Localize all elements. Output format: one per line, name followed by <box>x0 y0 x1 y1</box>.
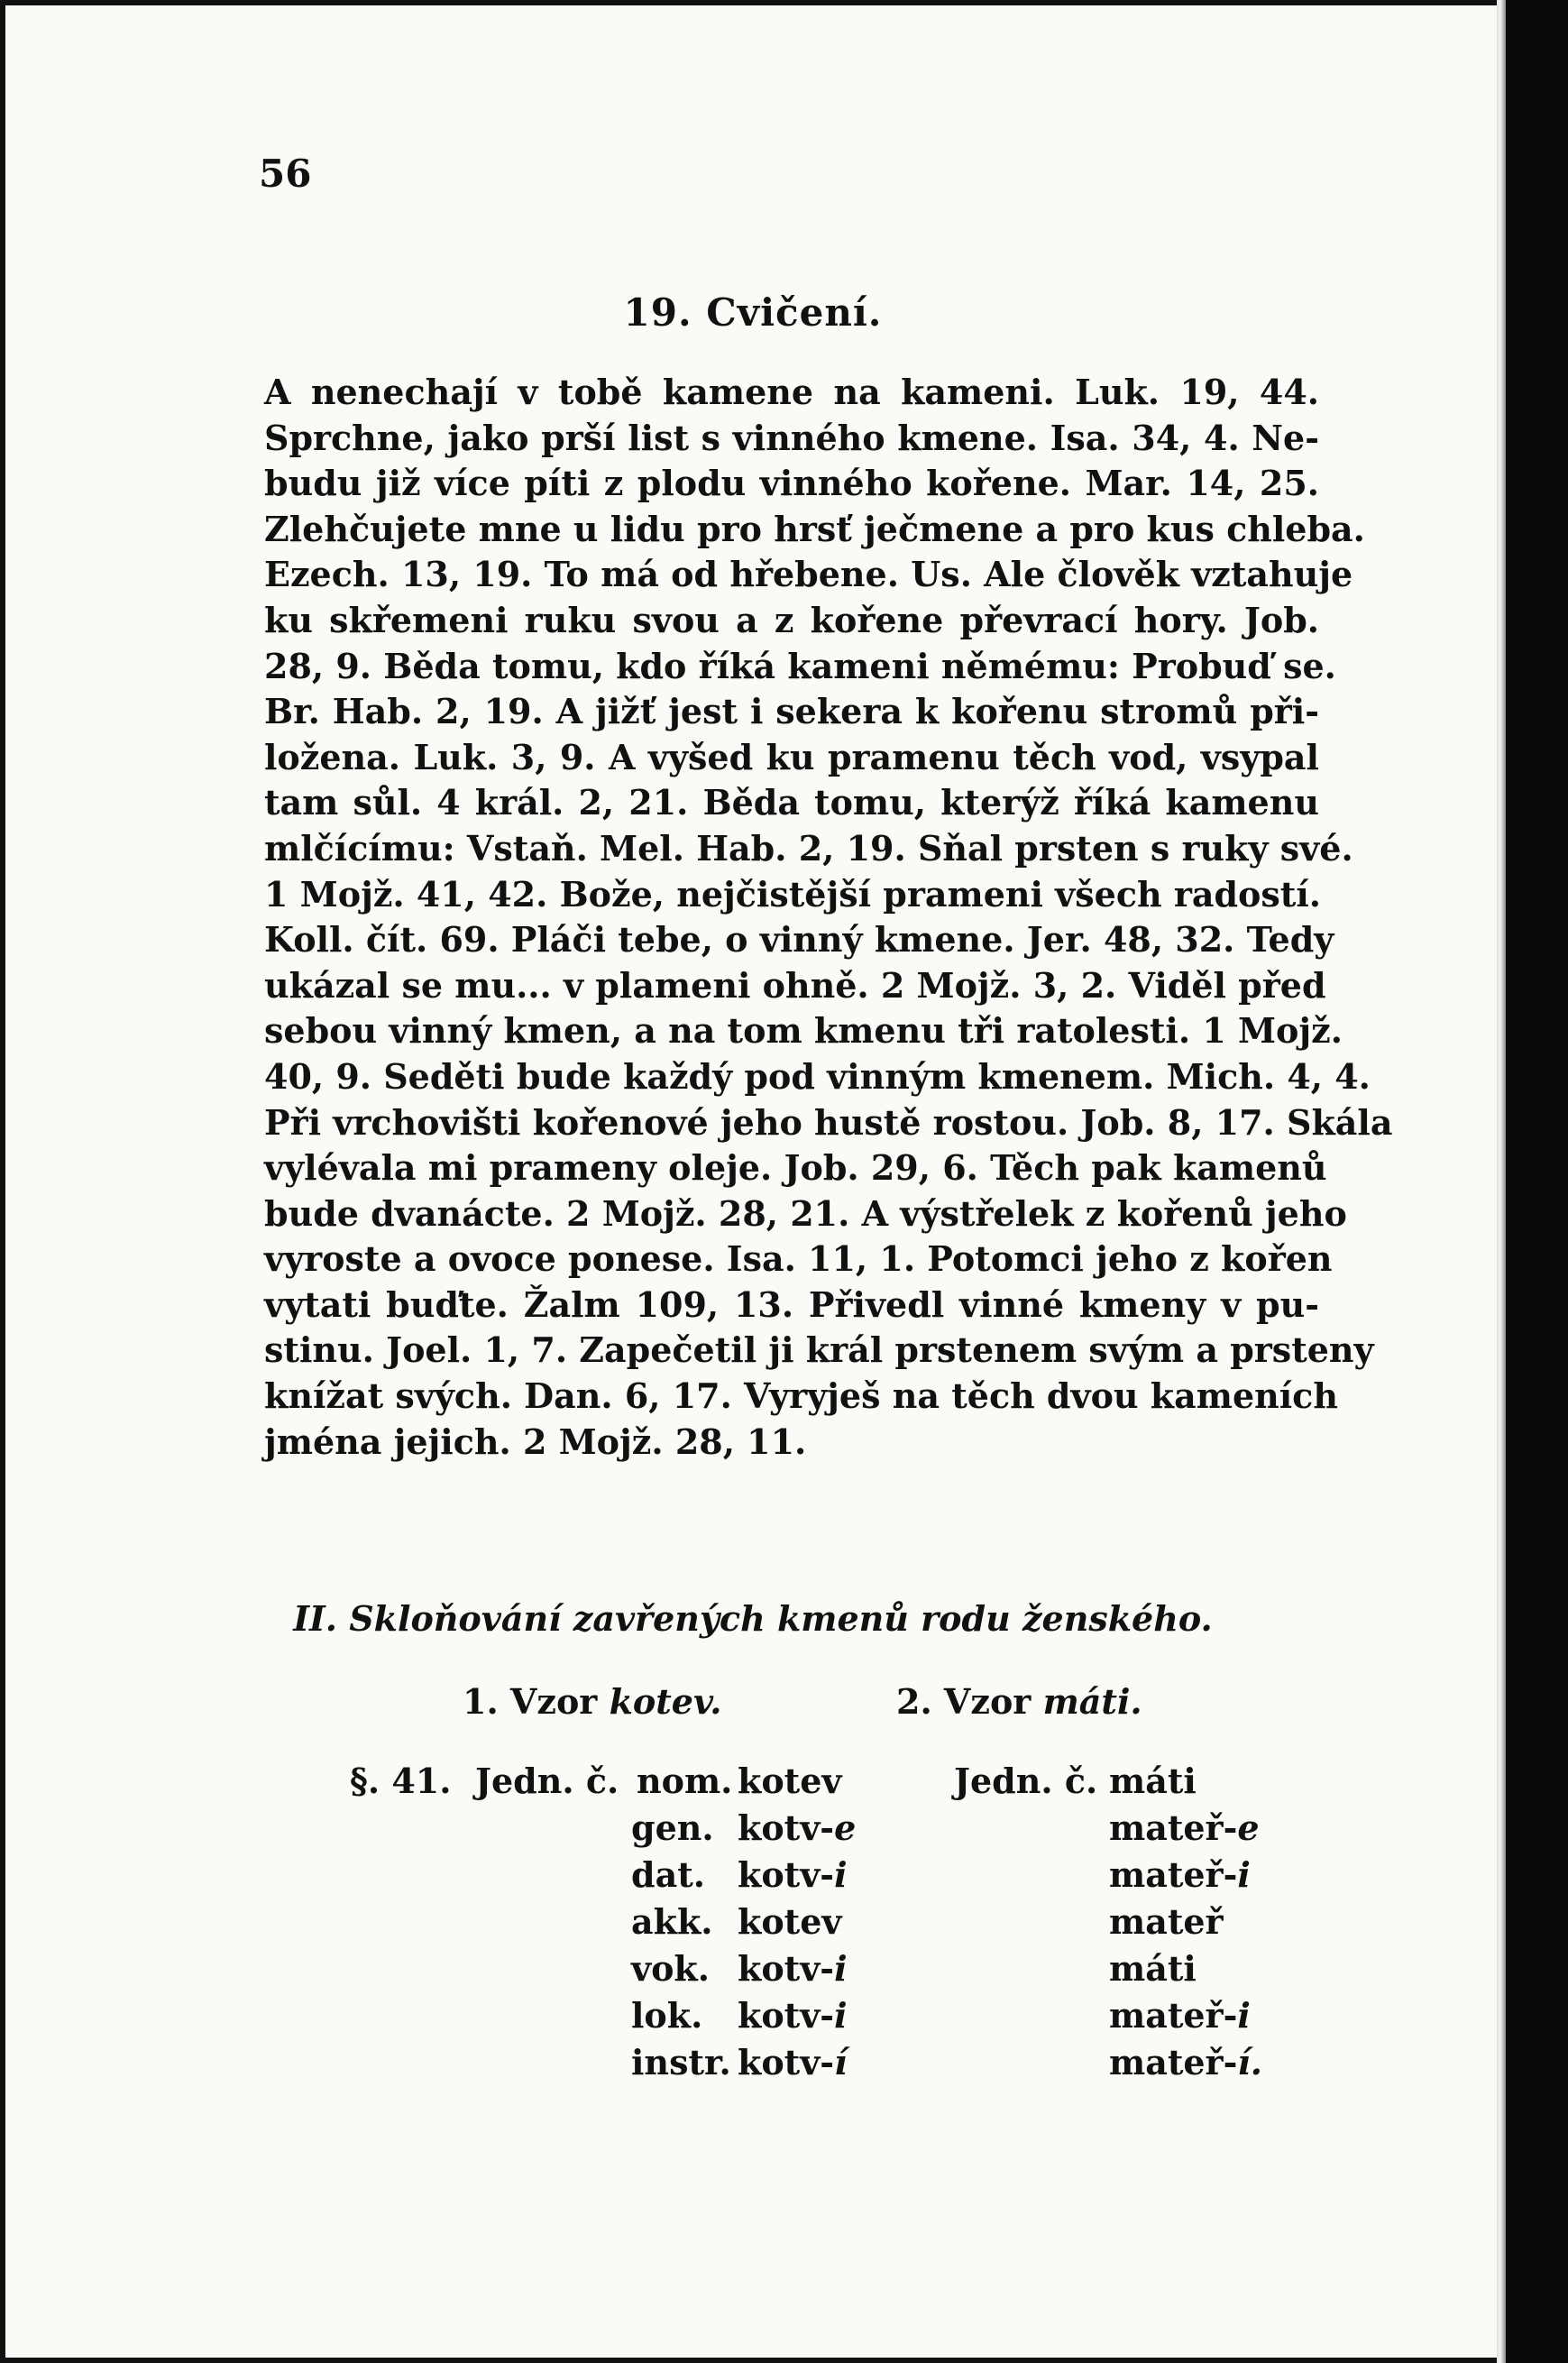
mati-form: mateř-í. <box>1109 2042 1263 2083</box>
mati-form: mateř-i <box>1109 1854 1251 1895</box>
kotev-form: kotv-e <box>738 1807 857 1848</box>
text-line: sebou vinný kmen, a na tom kmenu tři ratolesti. 1 Mojž. <box>264 1010 1343 1052</box>
text-line: vylévala mi prameny oleje. Job. 29, 6. Těch pak kamenů <box>264 1147 1327 1189</box>
case-label: lok. <box>631 1995 703 2036</box>
page-number: 56 <box>259 152 312 196</box>
text-line: 28, 9. Běda tomu, kdo říká kameni němému: Probuď se. <box>264 645 1336 686</box>
text-line: ku skřemeni ruku svou a z kořene převrací hory. Job. <box>264 599 1319 640</box>
mati-form: máti <box>1109 1761 1197 1801</box>
text-line: Zlehčujete mne u lidu pro hrsť ječmene a pro kus chleba. <box>264 508 1365 549</box>
kotev-form: kotv-i <box>738 1854 848 1895</box>
kotev-form: kotv-i <box>738 1948 848 1989</box>
pattern-kotev <box>463 1681 721 1722</box>
kotev-form: kotv-i <box>738 1995 848 2036</box>
text-line: vytati buďte. Žalm 109, 13. Přivedl vinné kmeny v pu- <box>264 1283 1319 1325</box>
mati-form: mateř <box>1109 1901 1224 1942</box>
case-label: akk. <box>631 1901 713 1942</box>
text-line: Koll. čít. 69. Pláči tebe, o vinný kmene. Jer. 48, 32. Tedy <box>264 919 1334 961</box>
case-label: nom. <box>637 1761 733 1801</box>
text-line: ložena. Luk. 3, 9. A vyšed ku pramenu těch vod, vsypal <box>264 736 1319 777</box>
kotev-form: kotev <box>738 1761 842 1801</box>
text-line: Sprchne, jako prší list s vinného kmene. Isa. 34, 4. Ne- <box>264 417 1319 458</box>
text-line: 40, 9. Seděti bude každý pod vinným kmenem. Mich. 4, 4. <box>264 1055 1371 1097</box>
number-label-kotev: Jedn. č. <box>475 1761 619 1801</box>
exercise-heading: 19. Cvičení. <box>623 290 883 335</box>
text-line: knížat svých. Dan. 6, 17. Vyryješ na těch dvou kameních <box>264 1375 1338 1417</box>
text-line: bude dvanácte. 2 Mojž. 28, 21. A výstřelek z kořenů jeho <box>264 1192 1347 1234</box>
mati-form: mateř-i <box>1109 1995 1251 2036</box>
text-line: stinu. Joel. 1, 7. Zapečetil ji král prstenem svým a prsteny <box>264 1329 1374 1371</box>
mati-form: mateř-e <box>1109 1807 1260 1848</box>
text-line: 1 Mojž. 41, 42. Bože, nejčistější prameni všech radostí. <box>264 873 1321 915</box>
binding-edge <box>1497 0 1506 2363</box>
pattern-kotev-word: kotev. <box>609 1681 722 1722</box>
number-label-mati: Jedn. č. <box>954 1761 1098 1801</box>
text-line: vyroste a ovoce ponese. Isa. 11, 1. Potomci jeho z kořen <box>264 1238 1333 1280</box>
case-label: instr. <box>631 2042 731 2083</box>
case-label: vok. <box>631 1948 710 1989</box>
text-line: Při vrchovišti kořenové jeho hustě rostou. Job. 8, 17. Skála <box>264 1101 1393 1143</box>
pattern-mati-word: máti. <box>1042 1681 1142 1722</box>
mati-form: máti <box>1109 1948 1197 1989</box>
exercise-text <box>264 370 1393 1465</box>
text-line: A nenechají v tobě kamene na kameni. Luk. 19, 44. <box>264 372 1319 412</box>
text-line: Br. Hab. 2, 19. A jižť jest i sekera k kořenu stromů při- <box>264 691 1319 732</box>
case-label: dat. <box>631 1854 705 1895</box>
case-label: gen. <box>631 1807 714 1848</box>
paragraph-mark: §. 41. <box>350 1761 452 1801</box>
pattern-mati-prefix: 2. Vzor <box>896 1681 1032 1722</box>
pattern-kotev-prefix: 1. Vzor <box>463 1681 598 1722</box>
text-line: ukázal se mu... v plameni ohně. 2 Mojž. 3, 2. Viděl před <box>264 964 1326 1006</box>
kotev-form: kotv-í <box>738 2042 848 2083</box>
kotev-form: kotev <box>738 1901 842 1942</box>
text-line: jména jejich. 2 Mojž. 28, 11. <box>264 1421 807 1462</box>
text-line: tam sůl. 4 král. 2, 21. Běda tomu, kterýž říká kamenu <box>264 782 1319 823</box>
pattern-mati <box>896 1681 1142 1722</box>
text-line: budu již více píti z plodu vinného kořene. Mar. 14, 25. <box>264 463 1319 504</box>
text-line: mlčícímu: Vstaň. Mel. Hab. 2, 19. Sňal prsten s ruky své. <box>264 827 1353 869</box>
text-line: Ezech. 13, 19. To má od hřebene. Us. Ale člověk vztahuje <box>264 554 1353 595</box>
section-title: II. Skloňování zavřených kmenů rodu ženského. <box>293 1598 1213 1639</box>
